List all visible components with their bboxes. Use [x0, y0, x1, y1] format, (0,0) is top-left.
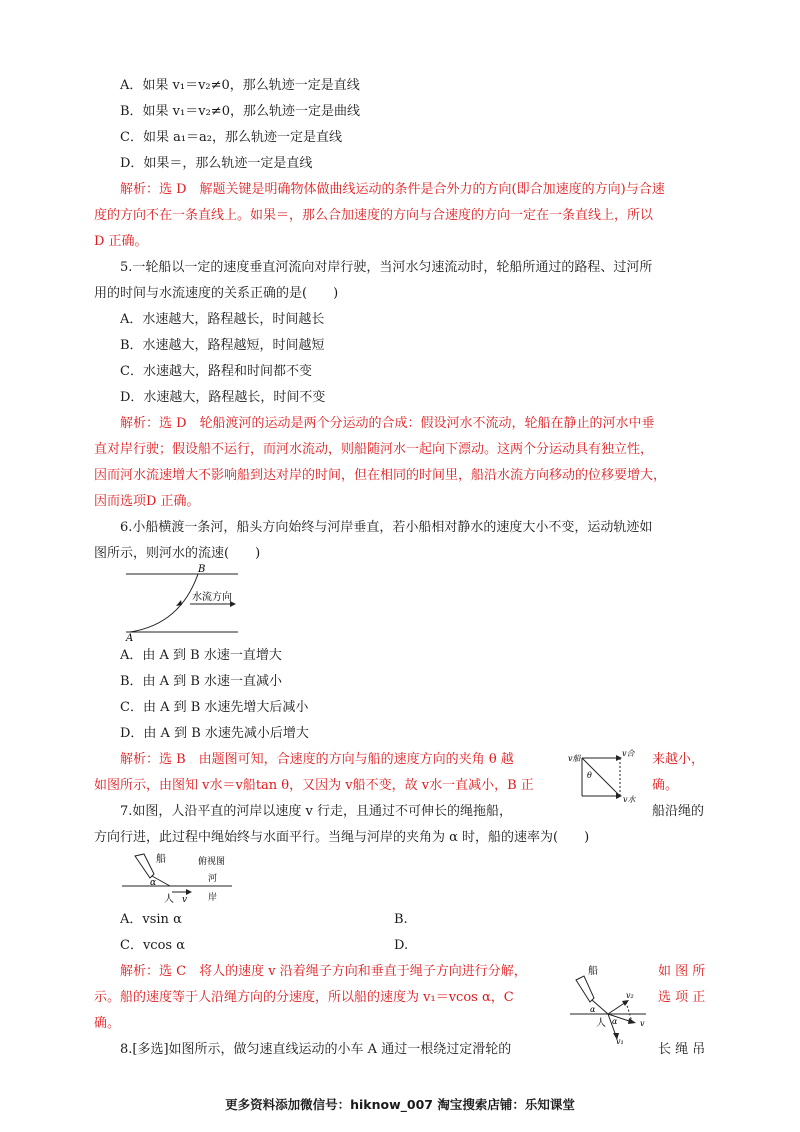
q7-river-label: 河 [208, 874, 218, 884]
q7-decomp-v2-label: v₂ [626, 991, 634, 1000]
q5-stem-line2: 用的时间与水流速度的关系正确的是( ) [94, 286, 339, 301]
q7-solution-line3: 确。 [94, 1016, 121, 1031]
q7-solution-line2-tail: 选 项 正 [658, 990, 706, 1005]
q7-option-b: B. [394, 912, 408, 927]
q6-trajectory-curve [130, 574, 198, 632]
q7-solution-line1-tail: 如 图 所 [658, 964, 706, 979]
q6-solution-line1-tail: 来越小， [652, 752, 705, 767]
q4-option-c: C．如果 a₁＝a₂，那么轨迹一定是直线 [120, 130, 343, 145]
q6-option-d: D．由 A 到 B 水速先减小后增大 [120, 726, 309, 741]
q4-solution-line2: 度的方向不在一条直线上。如果＝，那么合加速度的方向与合速度的方向一定在一条直线上，所以 [94, 208, 654, 223]
q6-solution-line1: 解析：选 B 由题图可知，合速度的方向与船的速度方向的夹角 θ 越 [120, 752, 514, 767]
q7-decomp-v-arrowhead [628, 1018, 636, 1024]
q5-solution-line3: 因而河水流速增大不影响船到达对岸的时间，但在相同的时间里，船沿水流方向移动的位移要增大， [94, 468, 667, 483]
q6-v-boat-label: v船 [568, 754, 581, 763]
q5-option-a: A．水速越大，路程越长，时间越长 [120, 312, 325, 327]
q5-solution-line1: 解析：选 D 轮船渡河的运动是两个分运动的合成：假设河水不流动，轮船在静止的河水中垂 [120, 416, 655, 431]
q7-decomp-v2-arrowhead [622, 1000, 629, 1006]
q6-option-a: A．由 A 到 B 水速一直增大 [120, 648, 282, 663]
q6-solution-line2-tail: 确。 [652, 778, 679, 793]
q5-stem-line1: 5.一轮船以一定的速度垂直河流向对岸行驶，当河水匀速流动时，轮船所通过的路程、过河所 [120, 260, 653, 275]
q7-decomp-v-label: v [640, 1019, 645, 1028]
q7-boat-label: 船 [156, 854, 166, 865]
q5-option-b: B．水速越大，路程越短，时间越短 [120, 338, 325, 353]
q7-option-d: D. [394, 938, 409, 953]
q7-person-label: 人 [164, 894, 174, 905]
q7-decomp-boat-shape [576, 976, 594, 1002]
q6-flow-label: 水流方向 [192, 592, 232, 603]
q4-solution-line1: 解析：选 D 解题关键是明确物体做曲线运动的条件是合外力的方向(即合加速度的方向)与合速 [120, 182, 665, 197]
q7-decomp-alpha-label-1: α [590, 1005, 596, 1014]
q7-decomp-person-label: 人 [596, 1018, 606, 1029]
q5-solution-line4: 因而选项D 正确。 [94, 494, 200, 509]
q7-option-c: C．vcos α [120, 938, 185, 953]
q7-solution-line1: 解析：选 C 将人的速度 v 沿着绳子方向和垂直于绳子方向进行分解， [120, 964, 527, 979]
q4-solution-line3: D 正确。 [94, 234, 148, 249]
q6-velocity-triangle-figure [568, 748, 640, 804]
q7-decomp-v2-arrow [608, 1002, 626, 1014]
q7-stem-line2: 方向行进，此过程中绳始终与水面平行。当绳与河岸的夹角为 α 时，船的速率为( ) [94, 830, 590, 845]
q6-v-water-label: v水 [623, 795, 636, 804]
q6-theta-label: θ [587, 771, 592, 780]
q7-option-a: A．vsin α [120, 912, 182, 927]
q4-option-d: D．如果＝，那么轨迹一定是直线 [120, 156, 313, 171]
q7-bank-label: 岸 [208, 893, 218, 903]
q6-v-water-arrowhead [616, 793, 622, 799]
q6-solution-line2: 如图所示，由图知 v水＝v船tan θ，又因为 v船不变，故 v水一直减小，B 正 [94, 778, 534, 793]
q6-point-a-label: A [126, 633, 134, 642]
q7-decomposition-figure [566, 962, 650, 1046]
q7-decomp-alpha-label-2: α [612, 1017, 618, 1026]
q7-person-boat-figure [120, 850, 235, 905]
q7-decomp-v1-label: v₁ [616, 1037, 624, 1046]
q5-option-c: C．水速越大，路程和时间都不变 [120, 364, 312, 379]
q5-option-d: D．水速越大，路程越长，时间不变 [120, 390, 326, 405]
q8-stem-line1-tail: 长 绳 吊 [658, 1042, 706, 1057]
page-footer: 更多资料添加微信号：hiknow_007 淘宝搜索店铺：乐知课堂 [225, 1097, 575, 1112]
q6-stem-line2: 图所示，则河水的流速( ) [94, 546, 261, 561]
q5-solution-line2: 直对岸行驶；假设船不运行，而河水流动，则船随河水一起向下漂动。这两个分运动具有独立性， [94, 442, 654, 457]
q6-v-sum-label: v合 [622, 749, 635, 758]
q7-stem-line1-tail: 船沿绳的 [652, 804, 705, 819]
q7-boat-shape [135, 854, 154, 878]
q7-alpha-label: α [150, 878, 157, 888]
q7-top-view-label: 俯视图 [198, 857, 226, 867]
q4-option-a: A．如果 v₁＝v₂≠0，那么轨迹一定是直线 [120, 78, 360, 93]
q8-stem-line1: 8.[多选]如图所示，做匀速直线运动的小车 A 通过一根绕过定滑轮的 [120, 1042, 512, 1057]
q6-point-b-label: B [198, 564, 206, 575]
q7-v-label: v [182, 895, 188, 905]
q6-option-b: B．由 A 到 B 水速一直减小 [120, 674, 283, 689]
q6-stem-line1: 6.小船横渡一条河，船头方向始终与河岸垂直，若小船相对静水的速度大小不变，运动轨迹如 [120, 520, 653, 535]
q7-solution-line2: 示。船的速度等于人沿绳方向的分速度，所以船的速度为 v₁＝vcos α，C [94, 990, 514, 1005]
q6-trajectory-arrow [176, 600, 182, 606]
q6-option-c: C．由 A 到 B 水速先增大后减小 [120, 700, 309, 715]
q6-river-trajectory-figure [118, 562, 248, 642]
q7-decomp-boat-label: 船 [588, 966, 598, 977]
q4-option-b: B．如果 v₁＝v₂≠0，那么轨迹一定是曲线 [120, 104, 360, 119]
q7-stem-line1: 7.如图，人沿平直的河岸以速度 v 行走，且通过不可伸长的绳拖船， [120, 804, 513, 819]
